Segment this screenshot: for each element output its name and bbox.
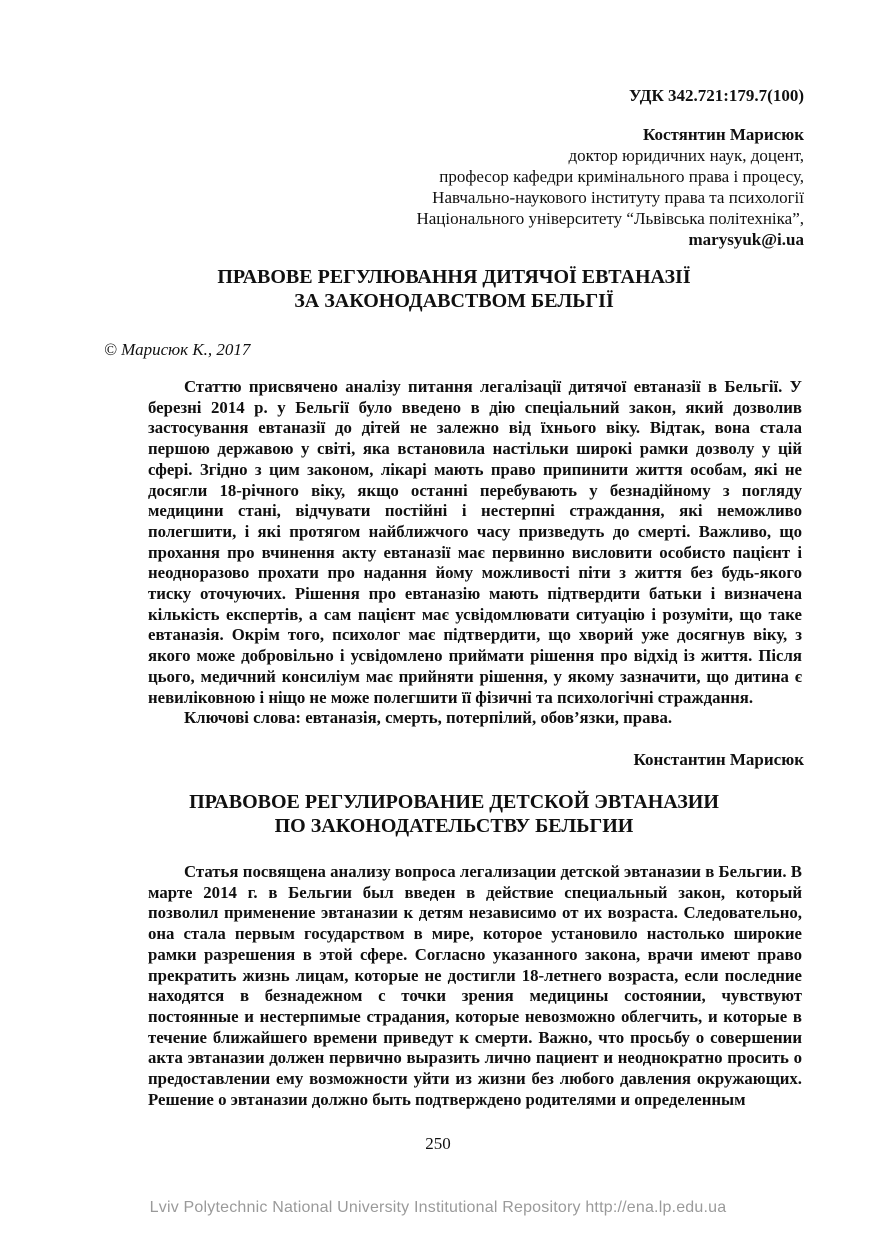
author-block <box>416 124 804 250</box>
article-title-ua-line2: ЗА ЗАКОНОДАВСТВОМ БЕЛЬГІЇ <box>294 289 614 312</box>
affiliation-line: Національного університету “Львівська політехніка”, <box>416 209 804 228</box>
udc-code: УДК 342.721:179.7(100) <box>628 86 804 105</box>
author-email: marysyuk@i.ua <box>688 230 804 249</box>
keywords-ua: Ключові слова: евтаназія, смерть, потерпілий, обов’язки, права. <box>184 708 673 728</box>
article-title-ru <box>104 791 804 838</box>
affiliation-line: доктор юридичних наук, доцент, <box>568 146 804 165</box>
article-title-ru-line1: ПРАВОВОЕ РЕГУЛИРОВАНИЕ ДЕТСКОЙ ЭВТАНАЗИИ <box>189 791 719 813</box>
abstract-ua-text: Статтю присвячено аналізу питання легалізації дитячої евтаназії в Бельгії. У березні 2014 р. у Бельгії було введено в дію спеціальний закон, який дозволив застосування евтаназії до дітей не залежно від їхнього віку. Відтак, вона стала першою державою у світі, яка встановила настільки широкі рамки дозволу у цій сфері. Згідно з цим законом, лікарі мають право припинити життя особам, які не досягли 18-річного віку, якщо останні перебувають у безнадійному з погляду медицини стані, відчувати постійні і нестерпні страждання, які неможливо полегшити, і які протягом найближчого часу призведуть до смерті. Важливо, що прохання про вчинення акту евтаназії має первинно висловити особисто пацієнт і неодноразово прохати про надання йому можливості піти з життя без будь-якого тиску оточуючих. Рішення про евтаназію мають підтвердити батьки і визначена кількість експертів, а сам пацієнт має усвідомлювати ситуацію і розуміти, що таке евтаназія. Окрім того, психолог має підтвердити, що хворий уже досягнув віку, з якого може добровільно і усвідомлено приймати рішення про відхід із життя. Після цього, медичний консиліум має прийняти рішення, у якому зазначити, що дитина є невиліковною і ніщо не може полегшити її фізичні та психологічні страждання. <box>148 377 802 707</box>
affiliation-line: Навчально-наукового інституту права та психології <box>432 188 804 207</box>
article-title-ua <box>104 266 804 313</box>
abstract-ru-block <box>148 862 802 1110</box>
affiliation-line: професор кафедри кримінального права і процесу, <box>439 167 804 186</box>
abstract-ua-block <box>148 377 802 729</box>
article-title-ua-line1: ПРАВОВЕ РЕГУЛЮВАННЯ ДИТЯЧОЇ ЕВТАНАЗІЇ <box>217 266 691 288</box>
repository-footer: Lviv Polytechnic National University Institutional Repository http://ena.lp.edu.ua <box>149 1199 727 1216</box>
article-title-ru-line2: ПО ЗАКОНОДАТЕЛЬСТВУ БЕЛЬГИИ <box>274 814 634 837</box>
abstract-ru-text: Статья посвящена анализу вопроса легализации детской эвтаназии в Бельгии. В марте 2014 г. в Бельгии был введен в действие специальный закон, который позволил применение эвтаназии к детям независимо от их возраста. Следовательно, она стала первым государством в мире, которое установило настолько широкие рамки разрешения в этой сфере. Согласно указанного закона, врачи имеют право прекратить жизнь лицам, которые не достигли 18-летнего возраста, если последние находятся в безнадежном с точки зрения медицины состоянии, чувствуют постоянные и нестерпимые страдания, которые невозможно облегчить, и которые в течение ближайшего времени приведут к смерти. Важно, что просьбу о совершении акта эвтаназии должен первично выразить лично пациент и неоднократно просить о предоставлении ему возможности уйти из жизни без любого давления окружающих. Решение о эвтаназии должно быть подтверждено родителями и определенным <box>148 862 802 1109</box>
author-name-ru: Константин Марисюк <box>633 750 804 769</box>
page-number: 250 <box>425 1134 451 1153</box>
author-name: Костянтин Марисюк <box>643 125 804 144</box>
copyright-note: © Марисюк К., 2017 <box>104 340 251 359</box>
